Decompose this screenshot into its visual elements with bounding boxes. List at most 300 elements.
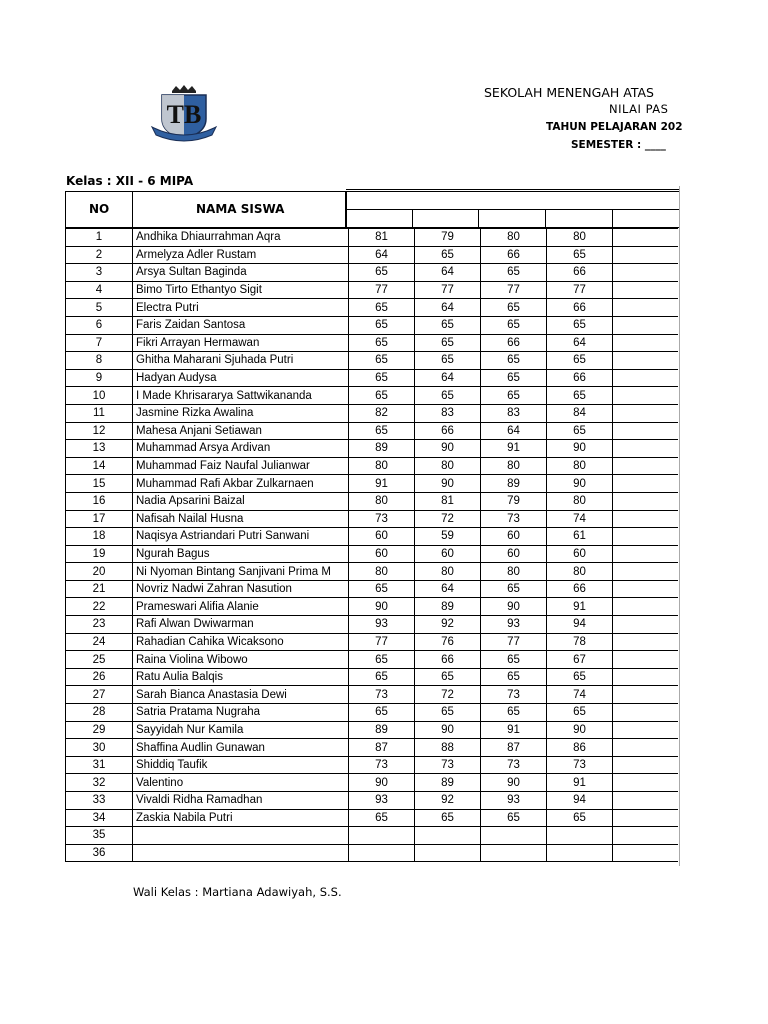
table-row [66, 246, 679, 264]
score-4: 80 [547, 492, 613, 510]
row-number: 25 [66, 651, 133, 669]
score-3: 65 [481, 704, 547, 722]
row-number: 11 [66, 404, 133, 422]
score-1 [349, 827, 415, 845]
row-number: 17 [66, 510, 133, 528]
score-4: 91 [547, 774, 613, 792]
row-number: 18 [66, 528, 133, 546]
score-5 [613, 299, 679, 317]
score-3: 77 [481, 281, 547, 299]
score-5 [613, 756, 679, 774]
score-1: 90 [349, 598, 415, 616]
table-row [66, 264, 679, 282]
score-2: 60 [415, 545, 481, 563]
score-2: 79 [415, 229, 481, 247]
table-row [66, 510, 679, 528]
score-3: 90 [481, 774, 547, 792]
sheet-right-edge [679, 186, 680, 866]
score-5 [613, 229, 679, 247]
score-2: 80 [415, 563, 481, 581]
score-2: 65 [415, 352, 481, 370]
no-column-header: NO [89, 202, 110, 216]
table-row [66, 545, 679, 563]
score-4: 91 [547, 598, 613, 616]
score-5 [613, 369, 679, 387]
table-row [66, 792, 679, 810]
table-row [66, 616, 679, 634]
table-row [66, 809, 679, 827]
score-3: 91 [481, 440, 547, 458]
score-2: 65 [415, 668, 481, 686]
score-3: 93 [481, 616, 547, 634]
score-1: 91 [349, 475, 415, 493]
row-number: 23 [66, 616, 133, 634]
score-5 [613, 440, 679, 458]
score-1: 81 [349, 229, 415, 247]
row-number: 28 [66, 704, 133, 722]
score-1: 65 [349, 668, 415, 686]
score-5 [613, 352, 679, 370]
school-crest-icon [150, 85, 218, 145]
score-4: 60 [547, 545, 613, 563]
score-3: 90 [481, 598, 547, 616]
table-row [66, 334, 679, 352]
score-2: 77 [415, 281, 481, 299]
score-1: 82 [349, 404, 415, 422]
student-name: I Made Khrisararya Sattwikananda [133, 387, 349, 405]
score-5 [613, 316, 679, 334]
table-row [66, 844, 679, 862]
table-row [66, 229, 679, 247]
row-number: 2 [66, 246, 133, 264]
score-3: 66 [481, 246, 547, 264]
score-3 [481, 844, 547, 862]
score-subheader-1 [346, 209, 413, 228]
score-subheader-5 [612, 209, 680, 228]
row-number: 9 [66, 369, 133, 387]
table-row [66, 563, 679, 581]
score-3: 80 [481, 457, 547, 475]
score-4: 66 [547, 580, 613, 598]
score-4: 77 [547, 281, 613, 299]
score-1: 65 [349, 299, 415, 317]
table-row [66, 492, 679, 510]
score-5 [613, 528, 679, 546]
score-1: 87 [349, 739, 415, 757]
score-4: 78 [547, 633, 613, 651]
student-name: Satria Pratama Nugraha [133, 704, 349, 722]
student-name: Ratu Aulia Balqis [133, 668, 349, 686]
tahun-pelajaran: TAHUN PELAJARAN 202 [546, 121, 683, 133]
score-2: 89 [415, 598, 481, 616]
table-row [66, 475, 679, 493]
row-number: 10 [66, 387, 133, 405]
table-row [66, 580, 679, 598]
score-3: 80 [481, 229, 547, 247]
score-5 [613, 404, 679, 422]
score-4: 94 [547, 616, 613, 634]
student-name: Vivaldi Ridha Ramadhan [133, 792, 349, 810]
score-1: 89 [349, 440, 415, 458]
score-5 [613, 686, 679, 704]
student-name: Armelyza Adler Rustam [133, 246, 349, 264]
score-5 [613, 668, 679, 686]
score-4 [547, 827, 613, 845]
score-2: 90 [415, 475, 481, 493]
school-title: SEKOLAH MENENGAH ATAS [484, 85, 654, 100]
score-2: 89 [415, 774, 481, 792]
row-number: 20 [66, 563, 133, 581]
score-4: 74 [547, 686, 613, 704]
score-5 [613, 457, 679, 475]
score-4: 80 [547, 563, 613, 581]
student-name: Bimo Tirto Ethantyo Sigit [133, 281, 349, 299]
score-3: 65 [481, 316, 547, 334]
row-number: 7 [66, 334, 133, 352]
table-row [66, 316, 679, 334]
score-5 [613, 844, 679, 862]
table-row [66, 827, 679, 845]
row-number: 22 [66, 598, 133, 616]
student-name [133, 827, 349, 845]
score-4: 90 [547, 475, 613, 493]
student-name: Nafisah Nailal Husna [133, 510, 349, 528]
score-2: 90 [415, 440, 481, 458]
table-row [66, 739, 679, 757]
row-number: 21 [66, 580, 133, 598]
row-number: 12 [66, 422, 133, 440]
row-number: 8 [66, 352, 133, 370]
row-number: 14 [66, 457, 133, 475]
student-name: Naqisya Astriandari Putri Sanwani [133, 528, 349, 546]
score-4: 65 [547, 704, 613, 722]
score-2: 65 [415, 316, 481, 334]
score-4: 65 [547, 352, 613, 370]
table-row [66, 422, 679, 440]
score-3: 66 [481, 334, 547, 352]
score-1: 77 [349, 281, 415, 299]
student-name: Faris Zaidan Santosa [133, 316, 349, 334]
score-4: 67 [547, 651, 613, 669]
row-number: 4 [66, 281, 133, 299]
table-row [66, 528, 679, 546]
score-4: 65 [547, 809, 613, 827]
table-row [66, 457, 679, 475]
score-2: 90 [415, 721, 481, 739]
nilai-title: NILAI PAS [609, 102, 669, 116]
score-3: 65 [481, 651, 547, 669]
score-5 [613, 809, 679, 827]
score-5 [613, 334, 679, 352]
score-4: 65 [547, 422, 613, 440]
score-5 [613, 387, 679, 405]
score-2: 65 [415, 387, 481, 405]
student-name: Novriz Nadwi Zahran Nasution [133, 580, 349, 598]
row-number: 33 [66, 792, 133, 810]
student-name: Valentino [133, 774, 349, 792]
student-name: Arsya Sultan Baginda [133, 264, 349, 282]
row-number: 16 [66, 492, 133, 510]
score-3: 64 [481, 422, 547, 440]
table-row [66, 352, 679, 370]
score-4 [547, 844, 613, 862]
table-row [66, 721, 679, 739]
score-1: 73 [349, 756, 415, 774]
table-row [66, 686, 679, 704]
score-3: 87 [481, 739, 547, 757]
score-1: 65 [349, 316, 415, 334]
table-row [66, 774, 679, 792]
row-number: 29 [66, 721, 133, 739]
score-5 [613, 563, 679, 581]
table-row [66, 281, 679, 299]
score-1: 60 [349, 545, 415, 563]
score-2: 83 [415, 404, 481, 422]
student-name: Rahadian Cahika Wicaksono [133, 633, 349, 651]
score-subheader-4 [545, 209, 613, 228]
score-4: 80 [547, 229, 613, 247]
score-2: 64 [415, 264, 481, 282]
score-2: 92 [415, 616, 481, 634]
score-5 [613, 492, 679, 510]
score-5 [613, 792, 679, 810]
score-2 [415, 844, 481, 862]
score-1: 65 [349, 580, 415, 598]
score-5 [613, 827, 679, 845]
row-number: 26 [66, 668, 133, 686]
score-3: 65 [481, 580, 547, 598]
student-name: Rafi Alwan Dwiwarman [133, 616, 349, 634]
score-2: 73 [415, 756, 481, 774]
wali-kelas: Wali Kelas : Martiana Adawiyah, S.S. [133, 885, 342, 899]
student-name: Sarah Bianca Anastasia Dewi [133, 686, 349, 704]
student-name: Shiddiq Taufik [133, 756, 349, 774]
score-4: 66 [547, 369, 613, 387]
score-3: 93 [481, 792, 547, 810]
score-3: 65 [481, 809, 547, 827]
student-name: Fikri Arrayan Hermawan [133, 334, 349, 352]
row-number: 3 [66, 264, 133, 282]
score-1: 65 [349, 809, 415, 827]
score-3: 80 [481, 563, 547, 581]
score-5 [613, 545, 679, 563]
table-row [66, 756, 679, 774]
table-row [66, 668, 679, 686]
score-1: 65 [349, 264, 415, 282]
score-1: 64 [349, 246, 415, 264]
score-1: 65 [349, 369, 415, 387]
student-name: Sayyidah Nur Kamila [133, 721, 349, 739]
table-row [66, 633, 679, 651]
student-name: Ni Nyoman Bintang Sanjivani Prima M [133, 563, 349, 581]
row-number: 30 [66, 739, 133, 757]
row-number: 35 [66, 827, 133, 845]
score-4: 86 [547, 739, 613, 757]
score-5 [613, 739, 679, 757]
score-1 [349, 844, 415, 862]
score-4: 84 [547, 404, 613, 422]
table-row [66, 704, 679, 722]
score-2: 76 [415, 633, 481, 651]
row-number: 19 [66, 545, 133, 563]
score-5 [613, 510, 679, 528]
score-2: 88 [415, 739, 481, 757]
score-3: 83 [481, 404, 547, 422]
table-row [66, 299, 679, 317]
score-2: 80 [415, 457, 481, 475]
score-5 [613, 281, 679, 299]
score-5 [613, 475, 679, 493]
score-1: 65 [349, 334, 415, 352]
score-1: 60 [349, 528, 415, 546]
score-2: 65 [415, 704, 481, 722]
table-row [66, 387, 679, 405]
header-top-rule [346, 189, 680, 190]
student-name: Zaskia Nabila Putri [133, 809, 349, 827]
score-4: 66 [547, 264, 613, 282]
student-name: Nadia Apsarini Baizal [133, 492, 349, 510]
student-name: Shaffina Audlin Gunawan [133, 739, 349, 757]
score-3: 65 [481, 369, 547, 387]
score-2: 72 [415, 510, 481, 528]
student-name: Mahesa Anjani Setiawan [133, 422, 349, 440]
score-4: 65 [547, 246, 613, 264]
score-3: 65 [481, 668, 547, 686]
score-3: 77 [481, 633, 547, 651]
score-3: 65 [481, 299, 547, 317]
score-3: 73 [481, 756, 547, 774]
score-subheader-3 [478, 209, 546, 228]
table-row [66, 369, 679, 387]
score-4: 61 [547, 528, 613, 546]
row-number: 36 [66, 844, 133, 862]
score-1: 80 [349, 492, 415, 510]
grades-table [65, 228, 678, 862]
student-name: Jasmine Rizka Awalina [133, 404, 349, 422]
score-2: 92 [415, 792, 481, 810]
score-4: 64 [547, 334, 613, 352]
score-4: 66 [547, 299, 613, 317]
row-number: 5 [66, 299, 133, 317]
row-number: 32 [66, 774, 133, 792]
score-header-group [346, 191, 680, 210]
score-5 [613, 422, 679, 440]
score-2: 64 [415, 299, 481, 317]
logo-letters: TB [166, 100, 202, 129]
score-1: 93 [349, 792, 415, 810]
table-row [66, 598, 679, 616]
score-3: 65 [481, 264, 547, 282]
score-1: 65 [349, 352, 415, 370]
score-2: 64 [415, 580, 481, 598]
score-3: 60 [481, 545, 547, 563]
score-3: 65 [481, 352, 547, 370]
score-1: 80 [349, 457, 415, 475]
row-number: 6 [66, 316, 133, 334]
student-name: Prameswari Alifia Alanie [133, 598, 349, 616]
student-name: Muhammad Rafi Akbar Zulkarnaen [133, 475, 349, 493]
score-1: 93 [349, 616, 415, 634]
score-5 [613, 246, 679, 264]
student-name: Andhika Dhiaurrahman Aqra [133, 229, 349, 247]
score-subheader-2 [412, 209, 479, 228]
score-5 [613, 704, 679, 722]
score-5 [613, 633, 679, 651]
score-2: 66 [415, 651, 481, 669]
score-2 [415, 827, 481, 845]
score-1: 65 [349, 704, 415, 722]
student-name [133, 844, 349, 862]
score-3: 73 [481, 686, 547, 704]
student-name: Muhammad Faiz Naufal Julianwar [133, 457, 349, 475]
score-1: 89 [349, 721, 415, 739]
score-2: 64 [415, 369, 481, 387]
score-2: 66 [415, 422, 481, 440]
score-5 [613, 774, 679, 792]
row-number: 31 [66, 756, 133, 774]
score-2: 65 [415, 246, 481, 264]
kelas-label: Kelas : XII - 6 MIPA [66, 174, 194, 188]
student-name: Electra Putri [133, 299, 349, 317]
score-2: 59 [415, 528, 481, 546]
semester: SEMESTER : ____ [571, 139, 666, 151]
score-5 [613, 580, 679, 598]
score-1: 73 [349, 686, 415, 704]
score-4: 74 [547, 510, 613, 528]
score-5 [613, 264, 679, 282]
score-4: 94 [547, 792, 613, 810]
student-name: Ghitha Maharani Sjuhada Putri [133, 352, 349, 370]
score-2: 72 [415, 686, 481, 704]
score-3: 91 [481, 721, 547, 739]
score-2: 65 [415, 334, 481, 352]
row-number: 34 [66, 809, 133, 827]
score-1: 73 [349, 510, 415, 528]
score-1: 65 [349, 651, 415, 669]
row-number: 24 [66, 633, 133, 651]
score-4: 80 [547, 457, 613, 475]
table-row [66, 404, 679, 422]
row-number: 27 [66, 686, 133, 704]
score-3: 73 [481, 510, 547, 528]
score-4: 65 [547, 668, 613, 686]
row-number: 15 [66, 475, 133, 493]
student-name: Hadyan Audysa [133, 369, 349, 387]
score-5 [613, 721, 679, 739]
score-5 [613, 598, 679, 616]
score-3: 60 [481, 528, 547, 546]
score-5 [613, 651, 679, 669]
table-row [66, 440, 679, 458]
score-2: 81 [415, 492, 481, 510]
score-4: 90 [547, 440, 613, 458]
score-4: 65 [547, 387, 613, 405]
score-1: 65 [349, 387, 415, 405]
score-5 [613, 616, 679, 634]
score-2: 65 [415, 809, 481, 827]
table-row [66, 651, 679, 669]
score-4: 65 [547, 316, 613, 334]
score-3 [481, 827, 547, 845]
student-name: Raina Violina Wibowo [133, 651, 349, 669]
row-number: 13 [66, 440, 133, 458]
score-1: 80 [349, 563, 415, 581]
score-4: 73 [547, 756, 613, 774]
score-1: 90 [349, 774, 415, 792]
student-name: Ngurah Bagus [133, 545, 349, 563]
score-1: 65 [349, 422, 415, 440]
student-name: Muhammad Arsya Ardivan [133, 440, 349, 458]
